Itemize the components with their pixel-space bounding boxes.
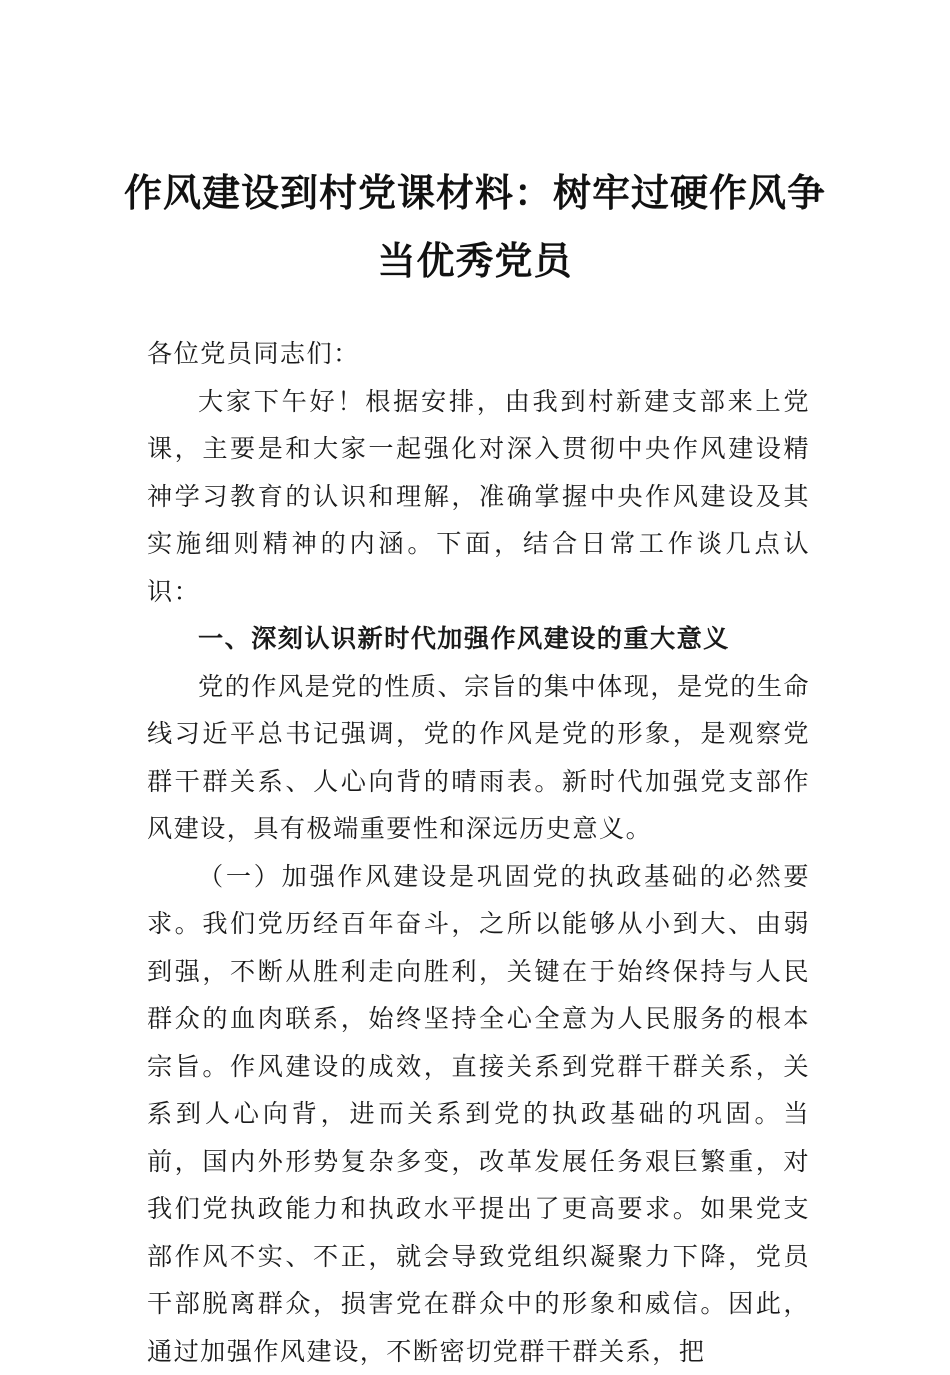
intro-paragraph: 大家下午好！根据安排，由我到村新建支部来上党课，主要是和大家一起强化对深入贯彻中央作风建设精神学习教育的认识和理解，准确掌握中央作风建设及其实施细则精神的内涵。下面，结合日常工作谈几点认识： xyxy=(147,378,810,616)
document-title-line-1: 作风建设到村党课材料：树牢过硬作风争 xyxy=(100,162,850,217)
document-body xyxy=(147,330,810,1375)
section-1-heading: 一、深刻认识新时代加强作风建设的重大意义 xyxy=(147,615,810,663)
section-1-paragraph: 党的作风是党的性质、宗旨的集中体现，是党的生命线习近平总书记强调，党的作风是党的形象，是观察党群干群关系、人心向背的晴雨表。新时代加强党支部作风建设，具有极端重要性和深远历史意义。 xyxy=(147,663,810,853)
document-title-line-2: 当优秀党员 xyxy=(100,230,850,285)
subsection-1-paragraph xyxy=(147,853,810,1375)
subsection-1-body: 我们党历经百年奋斗，之所以能够从小到大、由弱到强，不断从胜利走向胜利，关键在于始终保持与人民群众的血肉联系，始终坚持全心全意为人民服务的根本宗旨。作风建设的成效，直接关系到党群干群关系，关系到人心向背，进而关系到党的执政基础的巩固。当前，国内外形势复杂多变，改革发展任务艰巨繁重，对我们党执政能力和执政水平提出了更高要求。如果党支部作风不实、不正，就会导致党组织凝聚力下降，党员干部脱离群众，损害党在群众中的形象和威信。因此，通过加强作风建设，不断密切党群干群关系，把 xyxy=(147,909,810,1366)
salutation: 各位党员同志们： xyxy=(147,330,810,378)
subsection-1-heading: （一）加强作风建设是巩固党的执政基础的必然要求。 xyxy=(147,862,810,939)
